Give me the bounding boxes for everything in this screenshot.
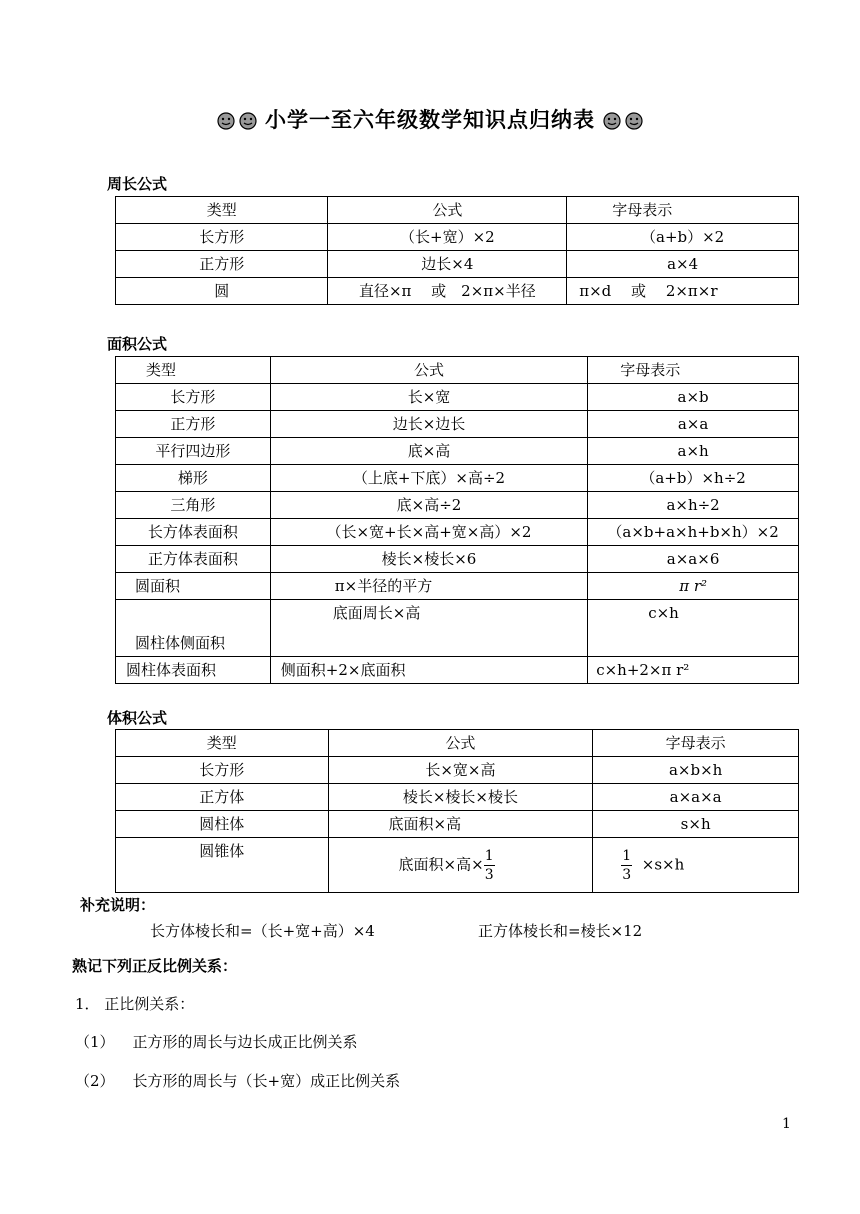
header-formula: 公式 xyxy=(270,357,587,384)
cell-formula: 侧面积+2×底面积 xyxy=(270,657,587,684)
cell-type: 三角形 xyxy=(116,492,271,519)
cone-formula-text: 底面积×高× xyxy=(398,855,484,873)
cell-letters: a×a×6 xyxy=(588,546,799,573)
cell-formula: 直径×π 或 2×π×半径 xyxy=(328,278,567,305)
cell-type: 正方体 xyxy=(116,784,329,811)
cell-formula: π×半径的平方 xyxy=(270,573,587,600)
cell-letters: π×d 或 2×π×r xyxy=(567,278,799,305)
cell-letters: a×h xyxy=(588,438,799,465)
list-number: （2） xyxy=(75,1072,115,1090)
list-number: （1） xyxy=(75,1033,115,1051)
header-type: 类型 xyxy=(116,197,328,224)
cone-letter-text: ×s×h xyxy=(641,855,685,873)
cell-type: 梯形 xyxy=(116,465,271,492)
table-row xyxy=(116,784,799,811)
cell-letters: a×b xyxy=(588,384,799,411)
table-row xyxy=(116,438,799,465)
table-row xyxy=(116,546,799,573)
list-text: 长方形的周长与（长+宽）成正比例关系 xyxy=(132,1072,401,1090)
table-row xyxy=(116,224,799,251)
table-row xyxy=(116,757,799,784)
header-letters: 字母表示 xyxy=(567,197,799,224)
cell-letters: a×h÷2 xyxy=(588,492,799,519)
perimeter-table xyxy=(115,196,799,305)
volume-table xyxy=(115,729,799,893)
header-letters: 字母表示 xyxy=(588,357,799,384)
list-item xyxy=(75,1031,358,1052)
table-row xyxy=(116,411,799,438)
cell-formula: （长+宽）×2 xyxy=(328,224,567,251)
cell-type: 圆柱体 xyxy=(116,811,329,838)
cell-letters xyxy=(593,838,799,893)
proportion-heading: 熟记下列正反比例关系： xyxy=(72,957,238,975)
table-header-row xyxy=(116,357,799,384)
one-third-fraction: $\frac{1}{3}$ xyxy=(484,847,494,883)
cell-type: 长方形 xyxy=(116,384,271,411)
cell-type: 正方形 xyxy=(116,251,328,278)
cell-type: 正方形 xyxy=(116,411,271,438)
cube-edge-note: 正方体棱长和=棱长×12 xyxy=(478,922,643,940)
smiley-faces-left-icon xyxy=(215,108,259,132)
cell-type: 长方形 xyxy=(116,224,328,251)
table-row xyxy=(116,600,799,657)
cell-letters: c×h+2×π r² xyxy=(588,657,799,684)
cell-type: 长方体表面积 xyxy=(116,519,271,546)
cell-formula: 棱长×棱长×棱长 xyxy=(328,784,593,811)
cell-type: 圆柱体侧面积 xyxy=(116,600,271,657)
table-row xyxy=(116,657,799,684)
direct-proportion-item: 1． 正比例关系： xyxy=(75,995,195,1013)
cell-formula: 边长×4 xyxy=(328,251,567,278)
list-item xyxy=(75,1070,400,1091)
cell-formula: 底面积×高 xyxy=(328,811,593,838)
header-formula: 公式 xyxy=(328,197,567,224)
volume-heading: 体积公式 xyxy=(107,709,168,727)
cell-formula: （上底+下底）×高÷2 xyxy=(270,465,587,492)
table-row xyxy=(116,384,799,411)
cell-letters: a×4 xyxy=(567,251,799,278)
cell-type: 长方形 xyxy=(116,757,329,784)
header-type: 类型 xyxy=(116,357,271,384)
table-row xyxy=(116,811,799,838)
page-title xyxy=(0,104,860,134)
cell-letters: a×a×a xyxy=(593,784,799,811)
table-header-row xyxy=(116,197,799,224)
supplement-heading: 补充说明： xyxy=(80,896,156,914)
area-table xyxy=(115,356,799,684)
cell-formula: 边长×边长 xyxy=(270,411,587,438)
cell-formula: 长×宽 xyxy=(270,384,587,411)
cell-letters: c×h xyxy=(588,600,799,657)
smiley-faces-right-icon xyxy=(601,108,645,132)
cell-formula xyxy=(328,838,593,893)
table-row xyxy=(116,251,799,278)
cell-type: 圆 xyxy=(116,278,328,305)
cuboid-edge-note: 长方体棱长和=（长+宽+高）×4 xyxy=(150,922,375,940)
cell-letters: （a+b）×2 xyxy=(567,224,799,251)
area-heading: 面积公式 xyxy=(107,335,168,353)
one-third-fraction: $\frac{1}{3}$ xyxy=(622,847,632,883)
table-row xyxy=(116,492,799,519)
perimeter-heading: 周长公式 xyxy=(107,175,168,193)
table-row xyxy=(116,573,799,600)
list-text: 正方形的周长与边长成正比例关系 xyxy=(132,1033,358,1051)
cell-formula: 长×宽×高 xyxy=(328,757,593,784)
cell-type: 平行四边形 xyxy=(116,438,271,465)
header-formula: 公式 xyxy=(328,730,593,757)
cell-formula: 底×高 xyxy=(270,438,587,465)
header-letters: 字母表示 xyxy=(593,730,799,757)
cell-type: 圆柱体表面积 xyxy=(116,657,271,684)
cell-letters: s×h xyxy=(593,811,799,838)
table-row xyxy=(116,838,799,893)
cell-letters: a×a xyxy=(588,411,799,438)
cell-formula: 底×高÷2 xyxy=(270,492,587,519)
title-text: 小学一至六年级数学知识点归纳表 xyxy=(265,108,595,132)
table-header-row xyxy=(116,730,799,757)
cell-type: 圆面积 xyxy=(116,573,271,600)
table-row xyxy=(116,519,799,546)
header-type: 类型 xyxy=(116,730,329,757)
cell-type: 圆锥体 xyxy=(116,838,329,893)
cell-formula: 底面周长×高 xyxy=(270,600,587,657)
cell-letters: （a+b）×h÷2 xyxy=(588,465,799,492)
cell-formula: 棱长×棱长×6 xyxy=(270,546,587,573)
table-row xyxy=(116,465,799,492)
cell-type: 正方体表面积 xyxy=(116,546,271,573)
cell-letters: （a×b+a×h+b×h）×2 xyxy=(588,519,799,546)
page-number: 1 xyxy=(782,1116,791,1132)
table-row xyxy=(116,278,799,305)
cell-letters: a×b×h xyxy=(593,757,799,784)
cell-letters: π r² xyxy=(588,573,799,600)
cell-formula: （长×宽+长×高+宽×高）×2 xyxy=(270,519,587,546)
